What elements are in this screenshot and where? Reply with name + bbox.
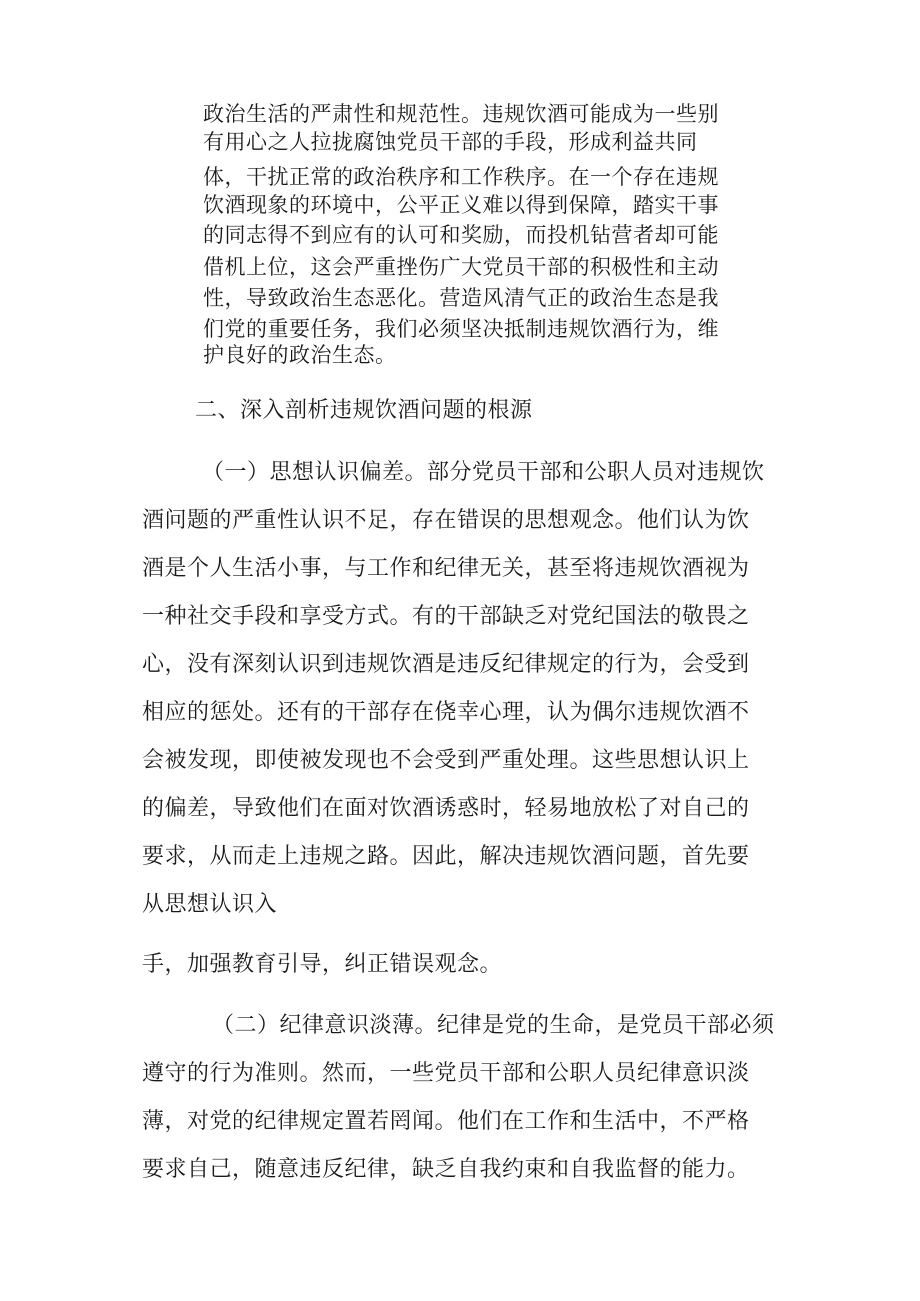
text-line: 的偏差，导致他们在面对饮酒诱惑时，轻易地放松了对自己的 — [142, 796, 750, 821]
text-line: 要求，从而走上违规之路。因此，解决违规饮酒问题，首先要 — [142, 844, 750, 869]
text-line: 遵守的行为准则。然而，一些党员干部和公职人员纪律意识淡 — [142, 1061, 750, 1086]
text-line: 借机上位，这会严重挫伤广大党员干部的积极性和主动 — [203, 255, 719, 279]
text-line: 一种社交手段和享受方式。有的干部缺乏对党纪国法的敬畏之 — [142, 604, 750, 629]
text-line: 心，没有深刻认识到违规饮酒是违反纪律规定的行为，会受到 — [142, 652, 750, 677]
text-line: 薄，对党的纪律规定置若罔闻。他们在工作和生活中，不严格 — [142, 1109, 750, 1134]
text-line: 政治生活的严肃性和规范性。违规饮酒可能成为一些别 — [203, 102, 719, 126]
text-line: 性，导致政治生态恶化。营造风清气正的政治生态是我 — [203, 286, 719, 310]
text-line: 要求自己，随意违反纪律，缺乏自我约束和自我监督的能力。 — [142, 1157, 750, 1182]
text-line: 从思想认识入 — [142, 892, 278, 917]
text-line: 护良好的政治生态。 — [203, 343, 397, 367]
text-line: 酒问题的严重性认识不足，存在错误的思想观念。他们认为饮 — [142, 508, 750, 533]
text-line: 有用心之人拉拢腐蚀党员干部的手段，形成利益共同 — [203, 130, 698, 154]
text-line: 饮酒现象的环境中，公平正义难以得到保障，踏实干事 — [203, 193, 719, 217]
text-line: （一）思想认识偏差。部分党员干部和公职人员对违规饮 — [202, 460, 765, 485]
text-line: 的同志得不到应有的认可和奖励，而投机钻营者却可能 — [203, 223, 719, 247]
text-line: 们党的重要任务，我们必须坚决抵制违规饮酒行为，维 — [203, 317, 719, 341]
text-line: 体，干扰正常的政治秩序和工作秩序。在一个存在违规 — [203, 165, 719, 189]
section-heading: 二、深入剖析违规饮酒问题的根源 — [195, 398, 533, 423]
text-line: 会被发现，即使被发现也不会受到严重处理。这些思想认识上 — [142, 748, 750, 773]
text-line: 酒是个人生活小事，与工作和纪律无关，甚至将违规饮酒视为 — [142, 556, 750, 581]
text-line: 相应的惩处。还有的干部存在侥幸心理，认为偶尔违规饮酒不 — [142, 700, 750, 725]
text-line: （二）纪律意识淡薄。纪律是党的生命，是党员干部必须 — [212, 1013, 775, 1038]
text-line: 手，加强教育引导，纠正错误观念。 — [142, 952, 503, 977]
